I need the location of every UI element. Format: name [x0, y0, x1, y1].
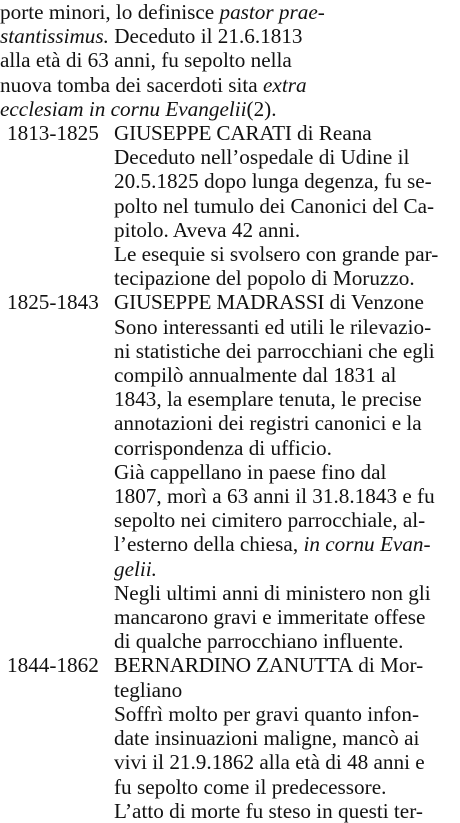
- text-line: date insinuazioni maligne, mancò ai: [114, 726, 420, 751]
- text-line: fu sepolto come il predecessore.: [114, 774, 387, 799]
- text-line: gelii.: [114, 556, 157, 581]
- text-line: alla età di 63 anni, fu sepolto nella: [0, 48, 292, 73]
- entry-carati: [0, 121, 460, 290]
- entry-zanutta: [0, 653, 460, 822]
- priest-name: GIUSEPPE MADRASSI: [114, 290, 325, 315]
- text-line: tecipazione del popolo di Moruzzo.: [114, 266, 415, 291]
- priest-origin: di Reana: [291, 121, 372, 146]
- priest-origin: di Mor-: [352, 653, 424, 678]
- text-line: vivi il 21.9.1862 alla età di 48 anni e: [114, 750, 425, 775]
- entry-years: 1825-1843: [7, 290, 99, 315]
- paragraph: [114, 315, 448, 460]
- text-line: corrispondenza di ufficio.: [114, 435, 332, 460]
- priest-origin: di Venzone: [324, 290, 424, 315]
- entry-years: 1813-1825: [7, 121, 99, 146]
- paragraph: [114, 799, 448, 823]
- paragraph: [114, 242, 448, 290]
- text-line: Sono interessanti ed utili le rilevazio-: [114, 314, 432, 339]
- entry-heading: [114, 290, 448, 314]
- text-line: annotazioni dei registri canonici e la: [114, 411, 422, 436]
- text-line: sepolto nei cimitero parrocchiale, al-: [114, 508, 426, 533]
- priest-name: GIUSEPPE CARATI: [114, 121, 292, 146]
- paragraph: [114, 702, 448, 799]
- intro-paragraph: [0, 0, 460, 121]
- text-line: compilò annualmente dal 1831 al: [114, 363, 397, 388]
- text-line: porte minori, lo definisce pastor prae-: [0, 0, 325, 24]
- entry-years: 1844-1862: [7, 653, 99, 678]
- text-line: pitolo. Aveva 42 anni.: [114, 217, 301, 242]
- text-line: nuova tomba dei sacerdoti sita extra: [0, 72, 307, 97]
- text-line: mancarono gravi e immeritate offese: [114, 605, 426, 630]
- text-line: polto nel tumulo dei Canonici del Ca-: [114, 193, 435, 218]
- text-line: l’esterno della chiesa, in cornu Evan-: [114, 532, 431, 557]
- text-line: Negli ultimi anni di ministero non gli: [114, 580, 431, 605]
- entry-heading: [114, 653, 448, 677]
- text-line: ecclesiam in cornu Evangelii(2).: [0, 96, 277, 121]
- paragraph: [114, 145, 448, 242]
- paragraph: [114, 460, 448, 581]
- priest-origin-cont: tegliano: [114, 677, 183, 702]
- text-line: stantissimus. Deceduto il 21.6.1813: [0, 24, 303, 49]
- entry-heading: [114, 121, 448, 145]
- text-line: di qualche parrocchiano influente.: [114, 629, 404, 654]
- text-line: Le esequie si svolsero con grande par-: [114, 242, 439, 267]
- text-line: 1843, la esemplare tenuta, le precise: [114, 387, 422, 412]
- text-line: 20.5.1825 dopo lunga degenza, fu se-: [114, 169, 432, 194]
- text-line: Deceduto nell’ospedale di Udine il: [114, 145, 410, 170]
- text-line: ni statistiche dei parrocchiani che egli: [114, 338, 435, 363]
- text-line: 1807, morì a 63 anni il 31.8.1843 e fu: [114, 484, 435, 509]
- text-line: Soffrì molto per gravi quanto infon-: [114, 701, 420, 726]
- priest-name: BERNARDINO ZANUTTA: [114, 653, 353, 678]
- text-line: Già cappellano in paese fino dal: [114, 459, 387, 484]
- text-line: L’atto di morte fu steso in questi ter-: [114, 798, 423, 823]
- footnote-ref: (2).: [246, 96, 277, 121]
- paragraph: [114, 581, 448, 654]
- entry-madrassi: [0, 290, 460, 653]
